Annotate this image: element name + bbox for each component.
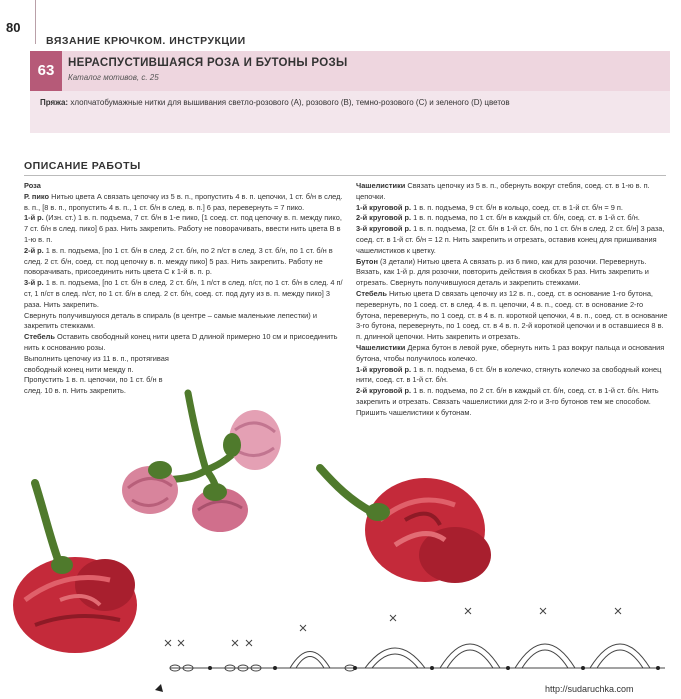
paragraph-text: Держа бутон в левой руке, обернуть нить 1 раз вокруг пальца и основания бутона, чтобы получилось колечко. [356, 342, 665, 363]
chart-sc-marks [165, 608, 621, 646]
left-narrow-paragraph: Выполнить цепочку из 11 в. п., протягивая свободный конец нити между п. [24, 353, 169, 374]
paragraph-heading: 2-й круговой р. [356, 386, 412, 396]
paragraph-text: Нитью цвета А связать цепочку из 5 в. п., пропустить 4 в. п. цепочки, 1 ст. б/н в след. в. п., [8 в. п., пропустить 4 в. п., 1 ст. б/н в след. в. п.] 6 раз, перевернуть = 7 пико. [24, 191, 343, 212]
chart-petal-1 [290, 652, 330, 669]
paragraph-text: Связать цепочку из 5 в. п., обернуть вокруг стебля, соед. ст. в 1-ю в. п. цепочки. [356, 181, 650, 201]
paragraph-heading: 1-й круговой р. [356, 364, 412, 374]
pattern-number-badge: 63 [30, 51, 62, 91]
rose-left [13, 556, 137, 653]
rose-stem-right [320, 468, 372, 512]
paragraph-text: Нитью цвета D связать цепочку из 12 в. п., соед. ст. в основание 1-го бутона, перевернуть, по 1 соед. ст. в след. 4 в. п. цепочки, 4 в. п., соед. ст. в основание 2-го бутона, перевернуть, по 1 соед. ст. в 4 в. п. короткой цепочки, 4 в. п., соед. ст. в основание 3-го бутона, перевернуть, по 1 соед. ст. в 4 в. п. 2-й короткой цепочки и в оставшиеся 8 в. п. длинной цепочки. Нить закрепить и отрезать. [356, 288, 668, 342]
rose-bud-3 [223, 410, 281, 470]
paragraph-heading: Стебель [24, 332, 55, 342]
page-number: 80 [6, 20, 21, 35]
chart-petal-5 [590, 644, 650, 668]
paragraph-heading: Чашелистики [356, 181, 406, 190]
paragraph-heading: Р. пико [24, 191, 50, 201]
paragraph-text: (3 детали) Нитью цвета А связать р. из 6 пико, как для розочки. Перевернуть. Вязать, как 1-й р. для розочки, повторить действия в скобках 5 раз. Нить закрепить и отрезать. Свернуть получившуюся деталь и закрепить стежками. [356, 256, 649, 288]
rose-bud-1 [122, 461, 178, 514]
paragraph-text: Оставить свободный конец нити цвета D длиной примерно 10 см и присоединить нить к основанию розы. [24, 332, 338, 352]
paragraph-heading: Бутон [356, 256, 378, 266]
paragraph-heading: 2-й р. [24, 245, 44, 255]
rose-right [365, 478, 491, 583]
paragraph-text: 1 в. п. подъема, [по 1 ст. б/н в след. 2 ст. б/н, 1 п/ст в след. п/ст, по 1 ст. б/н в след. 4 п/ст, 1 п/ст в след. п/ст, по 1 ст. б/н в след. 2 ст. б/н, соед. ст. под дугу из в. п. между пико] 3 раза. Нить закрепить. [24, 278, 343, 309]
left-narrow-paragraph: Пропустить 1 в. п. цепочки, по 1 ст. б/н в след. 10 в. п. Нить закрепить. [24, 375, 163, 396]
rose-bud-2 [192, 483, 248, 532]
crochet-chart [155, 608, 665, 692]
paragraph-heading: Роза [24, 181, 41, 190]
paragraph-heading: 3-й р. [24, 278, 44, 288]
paragraph-text: Свернуть получившуюся деталь в спираль (в центре – самые маленькие лепестки) и закрепить стежками. [24, 310, 317, 331]
paragraph-text: (Изн. ст.) 1 в. п. подъема, 7 ст. б/н в 1-е пико, [1 соед. ст. под цепочку в. п. между пико, 7 ст. б/н в след. пико] 6 раз. Нить закрепить. Работу не поворачивать, ввести нить цвета В в 1-ю в. п. [24, 213, 342, 244]
section-title: ВЯЗАНИЕ КРЮЧКОМ. ИНСТРУКЦИИ [46, 35, 246, 47]
paragraph-heading: Чашелистики [356, 342, 406, 352]
paragraph-heading: 3-й круговой р. [356, 224, 412, 234]
paragraph-text: 1 в. п. подъема, 6 ст. б/н в колечко, стянуть колечко за свободный конец нити, соед. ст. в 1-й ст. б/н. [356, 364, 662, 385]
paragraph-text: 1 в. п. подъема, по 2 ст. б/н в каждый ст. б/н, соед. ст. в 1-й ст. б/н. Нить закрепить и отрезать. Связать чашелистики для 2-го и 3-го бутонов тем же способом. Пришить чашелистики к бутонам. [356, 386, 659, 417]
description-heading: ОПИСАНИЕ РАБОТЫ [24, 160, 141, 172]
paragraph-text: 1 в. п. подъема, [по 1 ст. б/н в след. 2 ст. б/н, по 2 п/ст в след. 3 ст. б/н, по 1 ст. б/н в след. 2 ст. б/н, соед. ст. под цепочку в. п. между пико] 5 раз. Нить закрепить. Работу не поворачивать, присоединить нить цвета С к 1-й в. п. р. [24, 245, 333, 277]
paragraph-heading: 1-й круговой р. [356, 202, 412, 212]
chart-petal-3 [440, 644, 500, 668]
watermark-url: http://sudaruchka.com [545, 684, 634, 694]
chart-start-arrow [155, 684, 163, 692]
paragraph-heading: Стебель [356, 288, 387, 298]
paragraph-text: 1 в. п. подъема, [2 ст. б/н в 1-й ст. б/н, по 1 ст. б/н в след. 2 ст. б/н] 3 раза, соед. ст. в 1-й ст. б/н = 12 п. Нить закрепить и отрезать, оставив конец для пришивания чашелистиков к цветку. [356, 224, 665, 255]
chart-petal-4 [515, 644, 575, 668]
yarn-description: хлопчатобумажные нитки для вышивания светло-розового (А), розового (В), темно-розового (С) и зеленого (D) цветов [68, 98, 510, 107]
yarn-label: Пряжа: [40, 98, 69, 107]
paragraph-heading: 2-й круговой р. [356, 213, 412, 223]
catalog-reference: Каталог мотивов, с. 25 [68, 73, 159, 82]
paragraph-text: 1 в. п. подъема, 9 ст. б/н в кольцо, соед. ст. в 1-й ст. б/н = 9 п. [411, 202, 623, 212]
paragraph-text: 1 в. п. подъема, по 1 ст. б/н в каждый ст. б/н, соед. ст. в 1-й ст. б/н. [411, 213, 640, 223]
chart-petal-2 [365, 648, 425, 668]
pattern-title: НЕРАСПУСТИВШАЯСЯ РОЗА И БУТОНЫ РОЗЫ [68, 57, 348, 69]
paragraph-heading: 1-й р. [24, 213, 44, 223]
rose-stem-left [35, 483, 60, 565]
